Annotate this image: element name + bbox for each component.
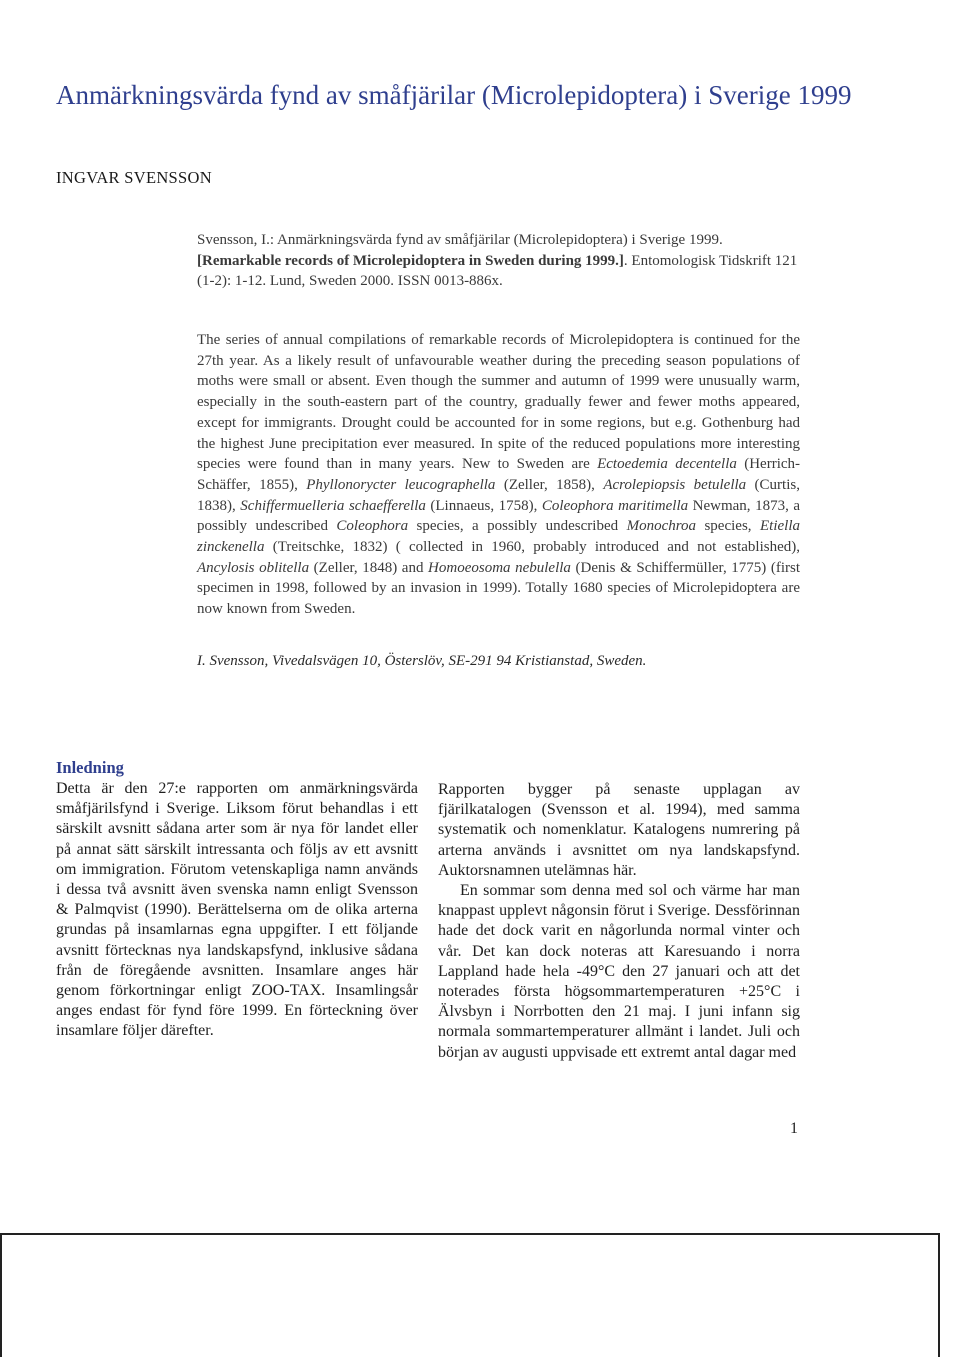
abstract-text: Newman, 1873, a possibly undescribed xyxy=(197,497,801,535)
author-address: I. Svensson, Vivedalsvägen 10, Österslöv, SE-291 94 Kristianstad, Sweden. xyxy=(197,653,647,669)
abstract-text: (Treitschke, 1832) ( collected in 1960, probably introduced and not established), xyxy=(264,539,800,556)
right-column xyxy=(438,780,800,1063)
abstract-text: species, a possibly undescribed xyxy=(408,518,627,535)
abstract-text: (Zeller, 1848) and xyxy=(309,559,429,576)
paragraph: Detta är den 27:e rapporten om anmärkningsvärda småfjärilsfynd i Sverige. Liksom förut behandlas i ett särskilt avsnitt sådana arter som är nya för landet eller på annat sätt särskilt intressanta och följs av ett avsnitt om immigration. Förutom vetenskapliga namn används i dessa två avsnitt även svenska namn enligt Svensson & Palmqvist (1990). Berättelserna om de olika arterna grundas på insamlarnas egna uppgifter. I ett följande avsnitt förtecknas nya landskapsfynd, inklusive sådana från de föregående avsnitten. Insamlare anges här genom förkortningar enligt ZOO-TAX. Insamlingsår anges endast för fynd före 1999. En förteckning över insamlare följer därefter. xyxy=(56,780,418,1040)
abstract-text: (Curtis, 1838), xyxy=(197,476,800,514)
species-name: Ectoedemia decentella xyxy=(597,456,737,473)
scan-edge-line xyxy=(0,1233,2,1357)
page-number: 1 xyxy=(790,1120,798,1137)
author-name: INGVAR SVENSSON xyxy=(56,168,212,187)
article-title: Anmärkningsvärda fynd av småfjärilar (Microlepidoptera) i Sverige 1999 xyxy=(56,80,852,110)
abstract xyxy=(197,330,800,620)
species-name: Coleophora maritimella xyxy=(541,497,689,514)
species-name: Monochroa xyxy=(626,518,697,535)
citation-journal: . Entomologisk Tidskrift 121 (1-2): 1-12. Lund, Sweden 2000. ISSN 0013-886x. xyxy=(197,252,798,289)
species-name: Homoeosoma nebulella xyxy=(428,559,571,576)
paragraph: En sommar som denna med sol och värme har man knappast upplevt någonsin förut i Sverige. Dessförinnan hade det dock varit en någorlunda normal vinter och vår. Det kan dock noteras att Karesuando i norra Lappland hade hela -49°C den 27 januari och att det noterades första högsommartemperaturen +25°C i Älvsbyn i Norrbotten den 21 maj. I juni infann sig normala sommartemperaturer allmänt i landet. Juli och början av augusti uppvisade ett extremt antal dagar med xyxy=(438,882,800,1061)
paragraph: Rapporten bygger på senaste upplagan av fjärilkatalogen (Svensson et al. 1994), med samma systematik och nomenklatur. Katalogens numrering på arterna används i avsnittet om nya landskapsfynd. Auktorsnamnen utelämnas här. xyxy=(438,781,800,879)
left-column xyxy=(56,779,418,1042)
abstract-text: (Zeller, 1858), xyxy=(495,476,604,493)
species-name: Ancylosis oblitella xyxy=(197,559,310,576)
abstract-text: (Herrich-Schäffer, 1855), xyxy=(197,456,801,493)
scan-edge-line xyxy=(0,1233,940,1235)
species-name: Schiffermuelleria schaefferella xyxy=(240,497,426,514)
species-name: Etiella zinckenella xyxy=(197,518,800,556)
abstract-text: (Denis & Schiffermüller, 1775) (first specimen in 1998, followed by an invasion in 1999). Totally 1680 species of Microlepidoptera are now known from Sweden. xyxy=(197,559,801,618)
citation-english-title: [Remarkable records of Microlepidoptera in Sweden during 1999.] xyxy=(197,252,624,269)
species-name: Acrolepiopsis betulella xyxy=(603,476,747,493)
abstract-text: (Linnaeus, 1758), xyxy=(425,497,542,514)
citation xyxy=(197,230,800,292)
scan-edge-line xyxy=(938,1233,940,1357)
abstract-text: The series of annual compilations of remarkable records of Microlepidoptera is continued for the 27th year. As a likely result of unfavourable weather during the preceding season populations of moths were small or absent. Even though the summer and autumn of 1999 were unusually warm, especially in the south-eastern part of the country, gradually fewer and fewer moths appeared, except for immigrants. Drought could be accounted for in some regions, but e.g. Gothenburg had the highest June precipitation ever measured. In spite of the reduced populations more interesting species were found than in many years. New to Sweden are xyxy=(197,332,800,473)
citation-text: Svensson, I.: Anmärkningsvärda fynd av småfjärilar (Microlepidoptera) i Sverige 1999. xyxy=(197,232,723,248)
species-name: Phyllonorycter leucographella xyxy=(306,476,496,493)
section-heading: Inledning xyxy=(56,758,124,777)
abstract-text: species, xyxy=(696,518,760,535)
species-name: Coleophora xyxy=(336,518,409,535)
